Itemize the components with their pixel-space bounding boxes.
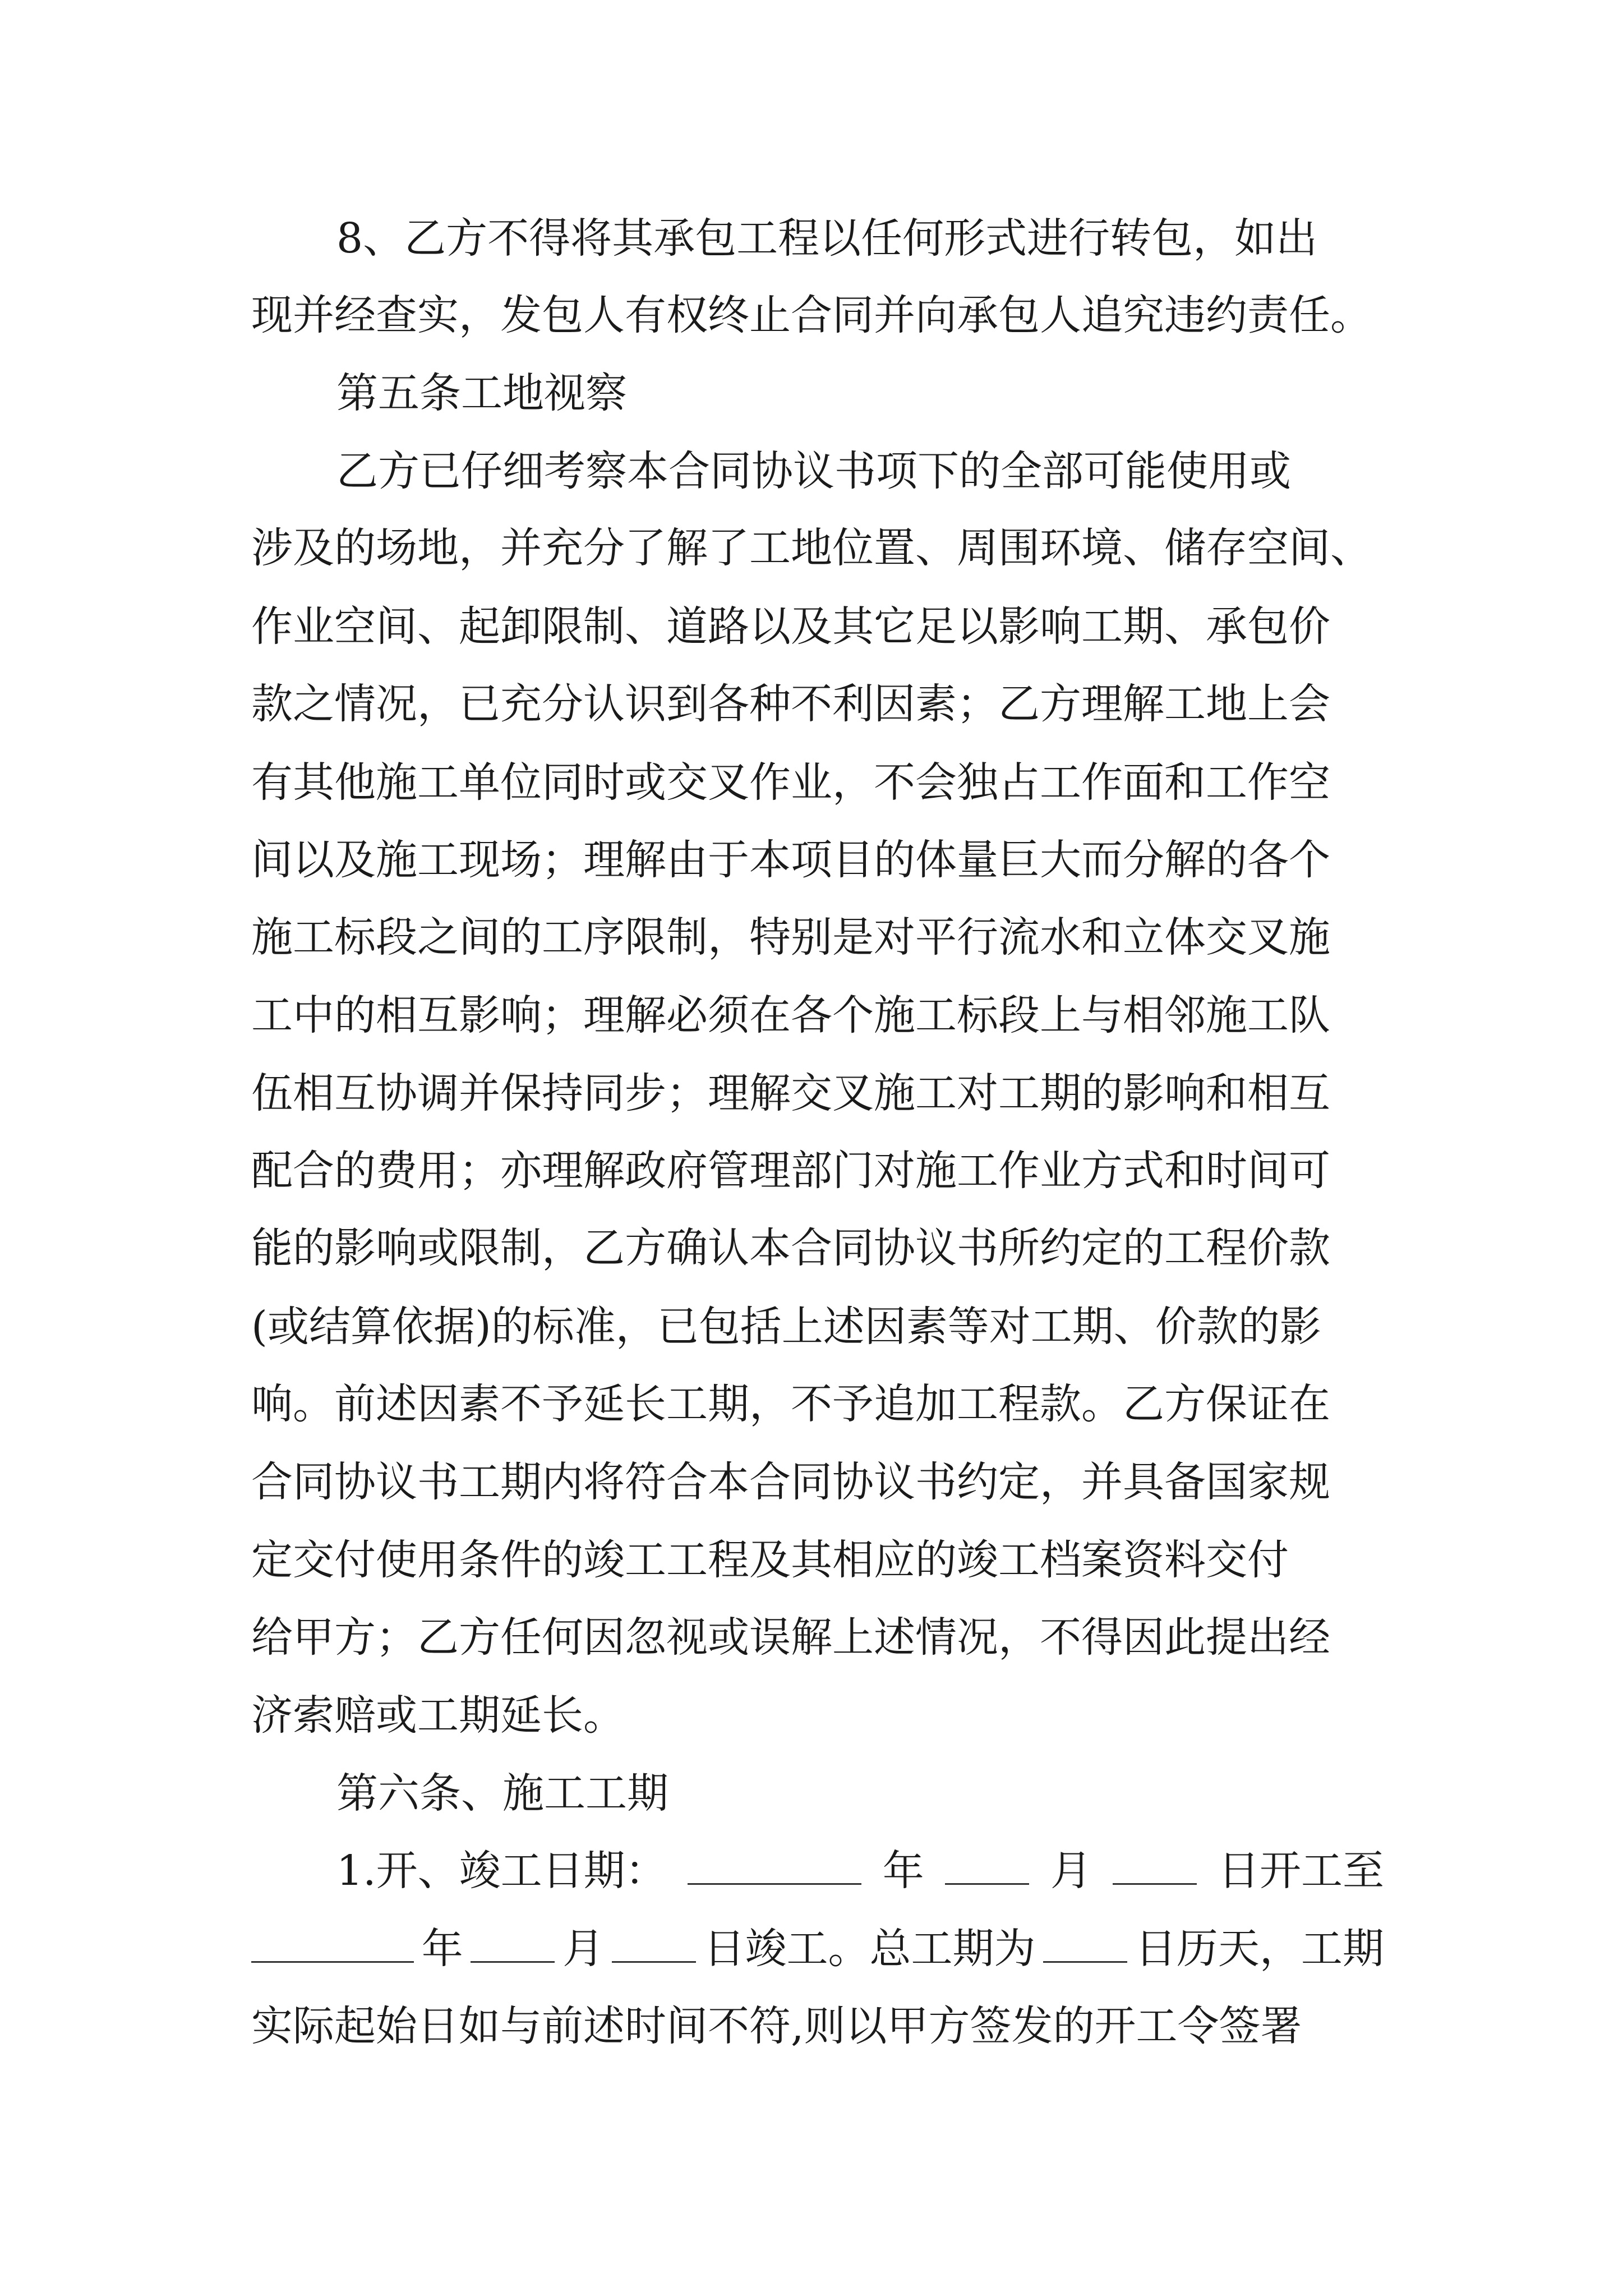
article5-line: 间以及施工现场；理解由于本项目的体量巨大而分解的各个 [251, 836, 1330, 884]
para8-line2: 现并经查实，发包人有权终止合同并向承包人追究违约责任。 [251, 291, 1372, 339]
days-suffix: 日历天，工期 [1135, 1925, 1384, 1973]
article6-heading: 第六条、施工工期 [336, 1769, 668, 1818]
end-suffix: 日竣工。总工期为 [703, 1925, 1036, 1973]
article5-line: 工中的相互影响；理解必须在各个施工标段上与相邻施工队 [251, 991, 1330, 1039]
start-month-label: 月 [1050, 1847, 1092, 1895]
end-year-label: 年 [421, 1925, 463, 1973]
article5-line: 给甲方；乙方任何因忽视或误解上述情况，不得因此提出经 [251, 1613, 1330, 1662]
article5-line: 合同协议书工期内将符合本合同协议书约定，并具备国家规 [251, 1458, 1330, 1506]
article5-line: 定交付使用条件的竣工工程及其相应的竣工档案资料交付 [251, 1536, 1289, 1584]
start-year-label: 年 [882, 1847, 924, 1895]
article5-line: (或结算依据)的标准，已包括上述因素等对工期、价款的影 [251, 1303, 1321, 1351]
article5-line: 配合的费用；亦理解政府管理部门对施工作业方式和时间可 [251, 1147, 1330, 1195]
article5-line: 能的影响或限制，乙方确认本合同协议书所约定的工程价款 [251, 1224, 1330, 1272]
end-year-blank [251, 1922, 414, 1963]
article6-item1-line1 [336, 1834, 1384, 1907]
start-year-blank [688, 1844, 861, 1885]
total-days-blank [1043, 1922, 1127, 1963]
article5-heading: 第五条工地视察 [336, 369, 627, 417]
article5-line: 响。前述因素不予延长工期，不予追加工程款。乙方保证在 [251, 1380, 1330, 1428]
article5-line: 伍相互协调并保持同步；理解交叉施工对工期的影响和相互 [251, 1069, 1330, 1117]
article5-line: 施工标段之间的工序限制，特别是对平行流水和立体交叉施 [251, 913, 1330, 961]
article5-line: 有其他施工单位同时或交叉作业，不会独占工作面和工作空 [251, 758, 1330, 807]
article6-last-line: 实际起始日如与前述时间不符,则以甲方签发的开工令签署 [251, 2002, 1302, 2050]
article6-item1-line2 [251, 1912, 1384, 1985]
end-month-blank [471, 1922, 555, 1963]
article5-line: 款之情况，已充分认识到各种不利因素；乙方理解工地上会 [251, 680, 1330, 728]
item1-label: 1.开、竣工日期： [336, 1847, 667, 1895]
article5-line: 作业空间、起卸限制、道路以及其它足以影响工期、承包价 [251, 602, 1330, 651]
end-month-label: 月 [562, 1925, 605, 1973]
article5-line: 乙方已仔细考察本合同协议书项下的全部可能使用或 [336, 447, 1291, 495]
article5-line: 涉及的场地，并充分了解了工地位置、周围环境、储存空间、 [251, 524, 1372, 572]
start-month-blank [945, 1844, 1029, 1885]
start-suffix: 日开工至 [1218, 1847, 1384, 1895]
start-day-blank [1113, 1844, 1197, 1885]
para8-line1: 8、乙方不得将其承包工程以任何形式进行转包，如出 [336, 214, 1318, 263]
end-day-blank [612, 1922, 696, 1963]
article5-line: 济索赔或工期延长。 [251, 1691, 625, 1740]
